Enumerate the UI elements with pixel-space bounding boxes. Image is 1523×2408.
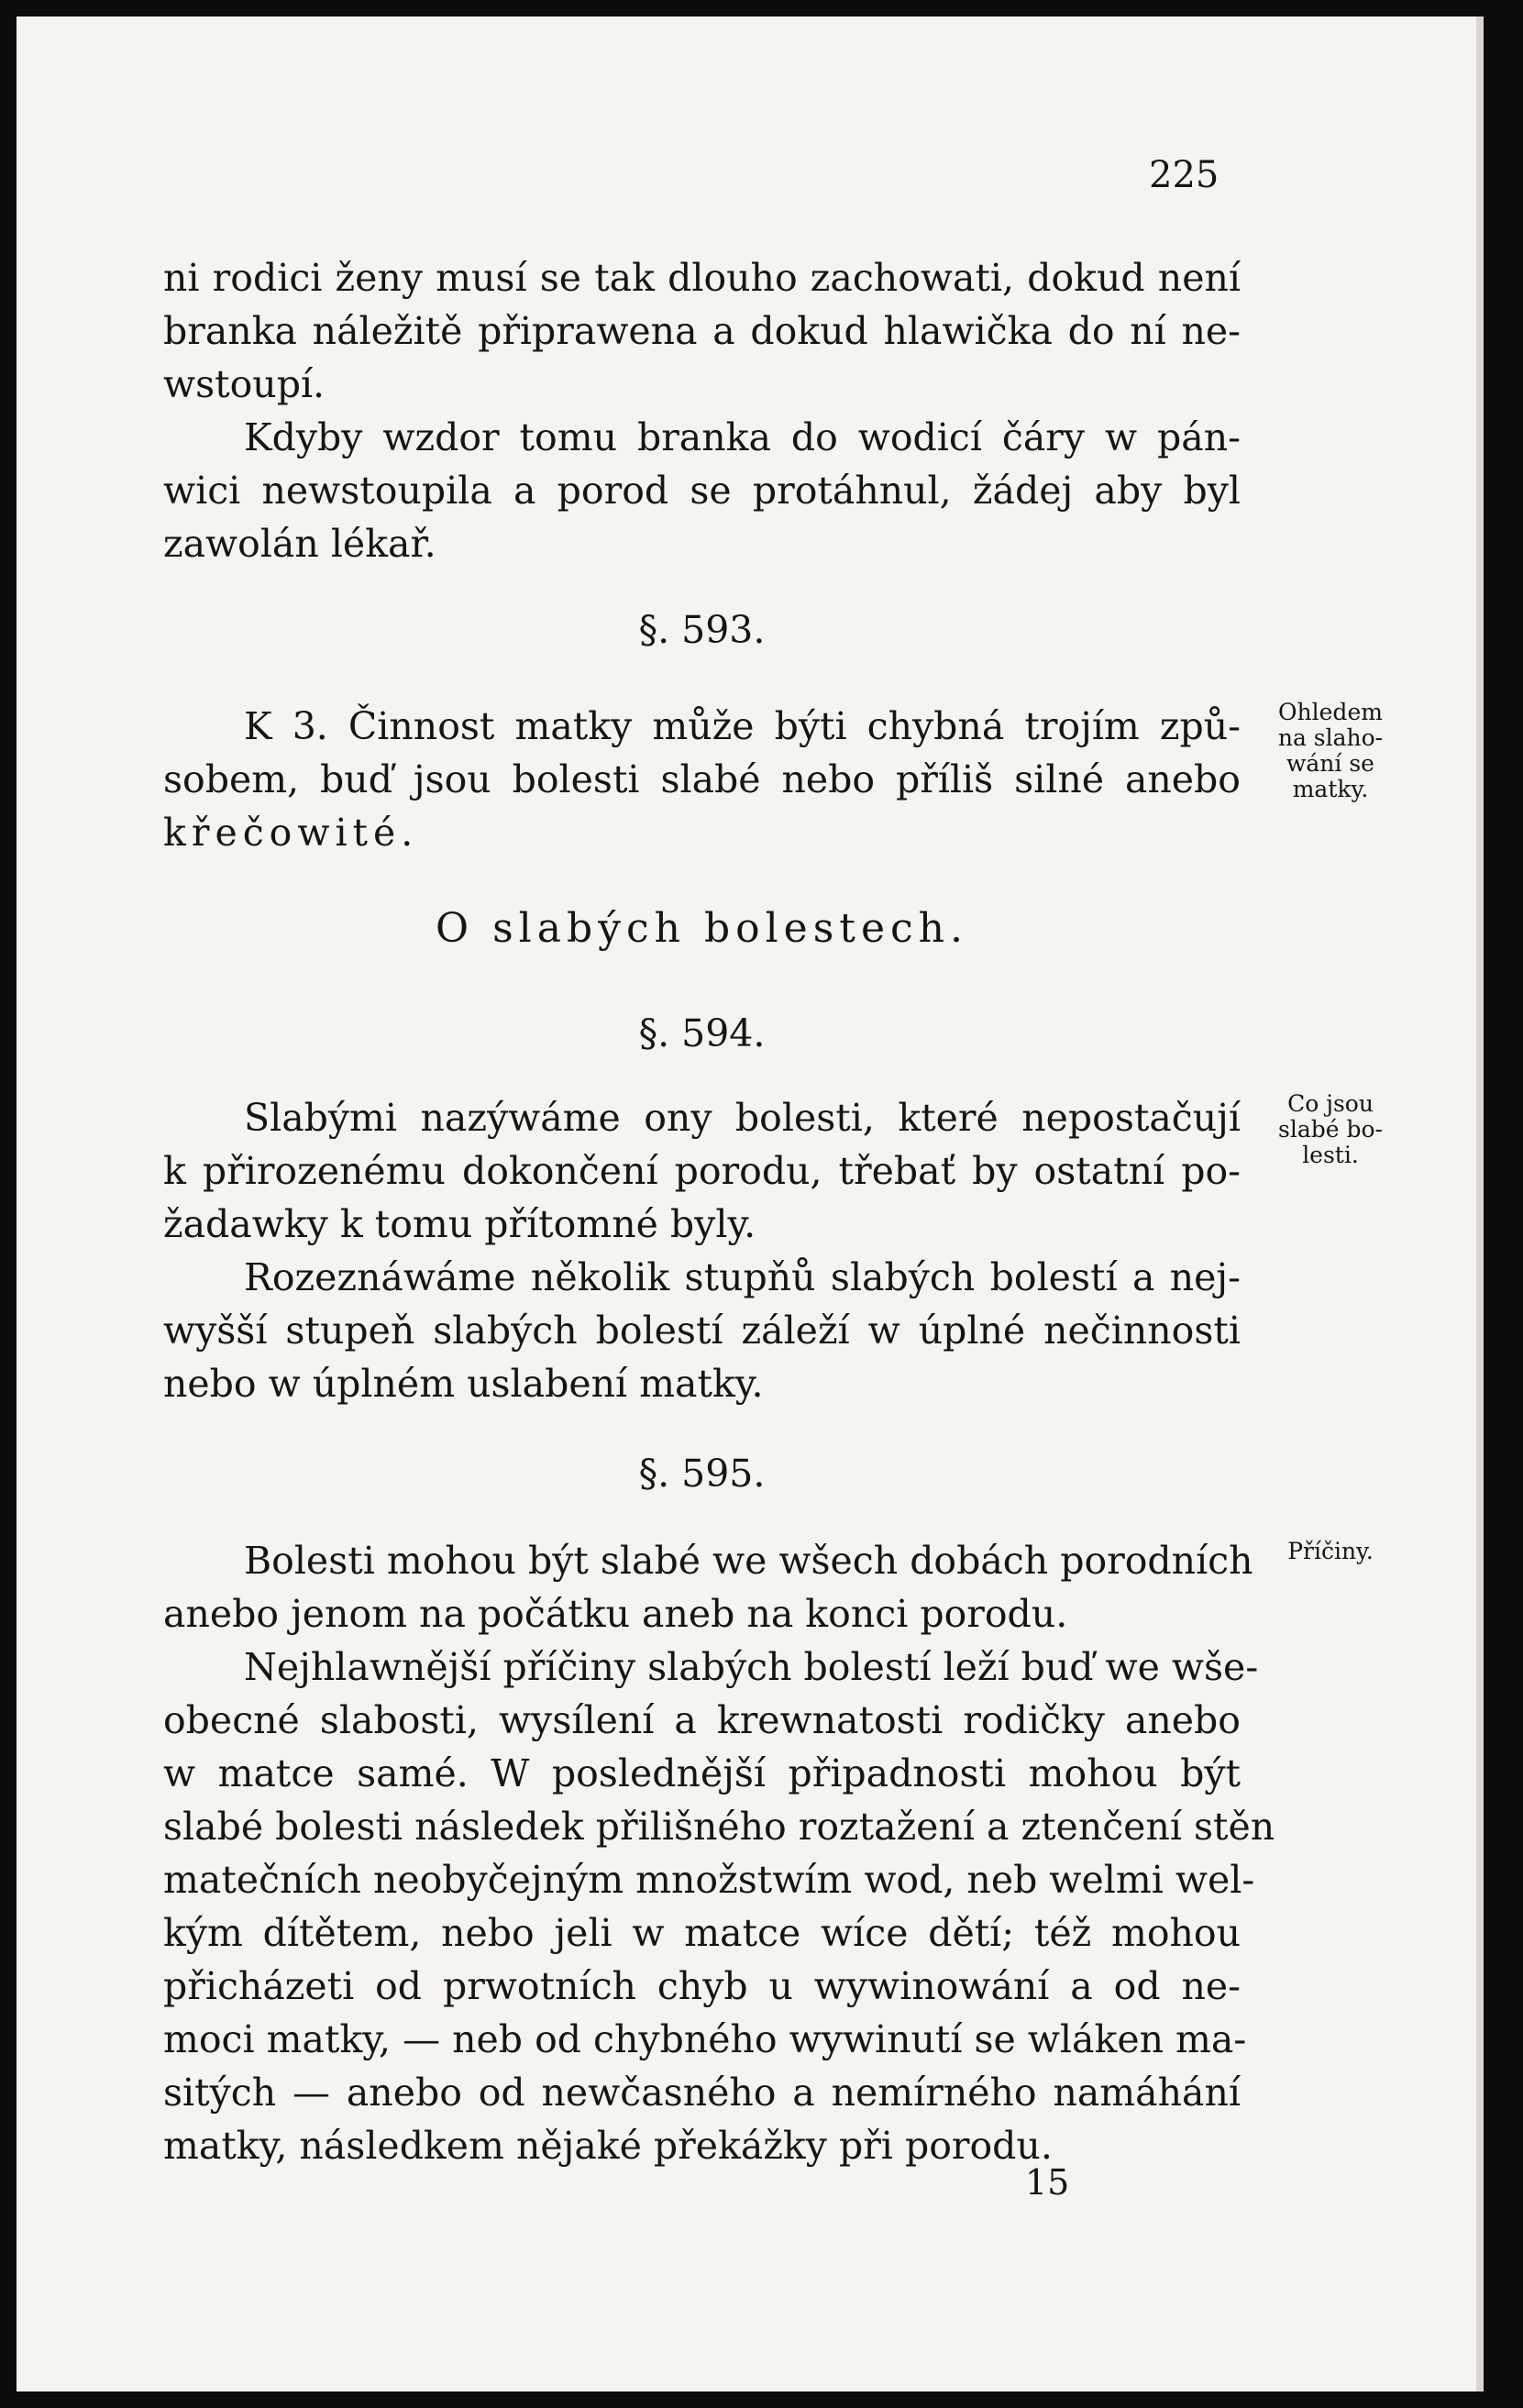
page-edge [1476,17,1484,2391]
text-line: křečowité. [163,811,419,855]
text-line: w matce samé. W poslednější připadnosti mohou být [163,1751,1241,1795]
section-595: §. 595. [638,1452,766,1496]
text-line: žadawky k tomu přítomné byly. [163,1202,756,1246]
margin-note: Co jsou slabé bo-lesti. [1278,1090,1383,1168]
text-line: kým dítětem, nebo jeli w matce wíce dětí; též mohou [163,1911,1241,1955]
text-line: sitých — anebo od newčasného a nemírného namáhání [163,2071,1241,2115]
text-line: branka náležitě připrawena a dokud hlawička do ní ne- [163,309,1241,353]
page-number: 225 [1149,154,1220,196]
text-line: sobem, buď jsou bolesti slabé nebo příliš silné anebo [163,757,1241,801]
text-line: anebo jenom na počátku aneb na konci porodu. [163,1592,1068,1636]
text-line: obecné slabosti, wysílení a krewnatosti rodičky anebo [163,1698,1241,1742]
book-page [17,17,1476,2391]
text-line: wici newstoupila a porod se protáhnul, žádej aby byl [163,469,1241,513]
text-line: k přirozenému dokončení porodu, třebať by ostatní po- [163,1149,1241,1193]
text-line: ni rodici ženy musí se tak dlouho zachowati, dokud není [163,256,1241,300]
text-line: Nejhlawnější příčiny slabých bolestí leží buď we wše- [244,1645,1259,1689]
text-line: matečních neobyčejným množstwím wod, neb welmi wel- [163,1858,1255,1902]
text-line: nebo w úplném uslabení matky. [163,1362,764,1406]
text-line: přicházeti od prwotních chyb u wywinowání a od ne- [163,1964,1241,2008]
text-line: wstoupí. [163,362,326,406]
section-593: §. 593. [638,608,766,652]
text-line: Bolesti mohou být slabé we wšech dobách porodních [244,1539,1253,1583]
text-line: wyšší stupeň slabých bolestí záleží w úplné nečinnosti [163,1309,1241,1353]
text-line: matky, následkem nějaké překážky při porodu. [163,2124,1053,2168]
text-line: slabé bolesti následek přilišného roztažení a ztenčení stěn [163,1805,1275,1849]
text-line: zawolán lékař. [163,522,436,566]
margin-note: Ohledem na slaho-wání se matky. [1277,699,1384,802]
margin-note: Příčiny. [1287,1538,1374,1564]
section-594: §. 594. [638,1011,766,1055]
text-line: K 3. Činnost matky může býti chybná trojím způ- [244,704,1241,748]
section-heading: O slabých bolestech. [436,905,968,952]
text-line: Slabými nazýwáme ony bolesti, které nepostačují [244,1096,1241,1140]
text-line: Kdyby wzdor tomu branka do wodicí čáry w pán- [244,415,1241,459]
signature-number: 15 [1025,2162,1070,2203]
text-line: Rozeznáwáme několik stupňů slabých bolestí a nej- [244,1255,1241,1299]
text-line: moci matky, — neb od chybného wywinutí se wláken ma- [163,2017,1247,2061]
